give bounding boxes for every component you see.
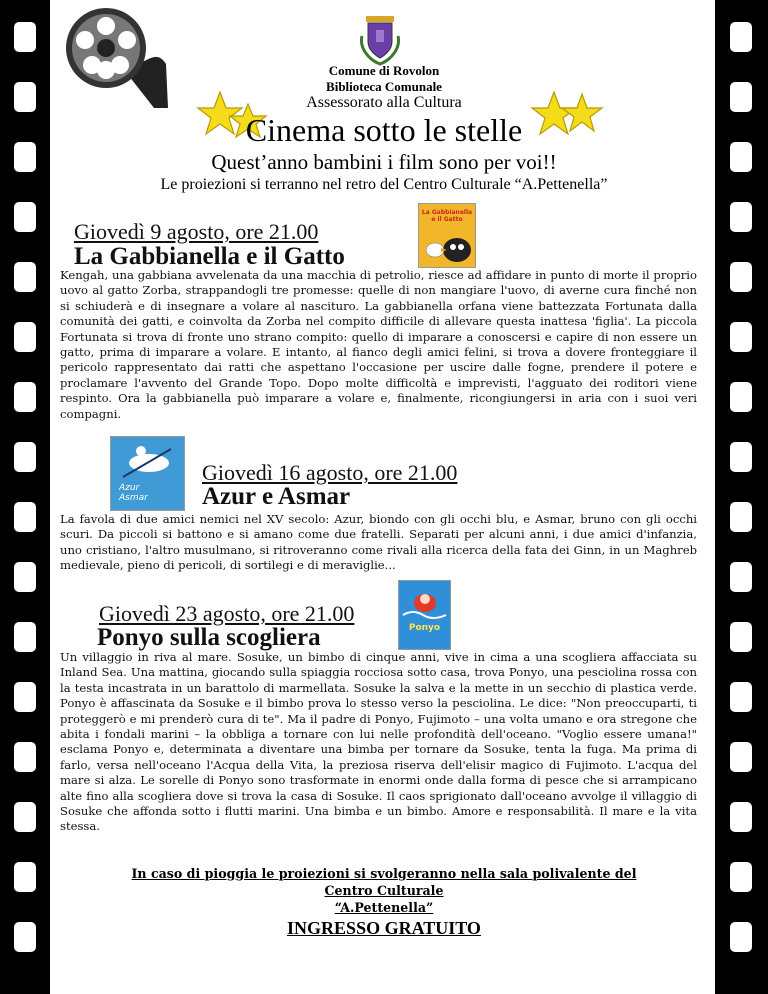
coat-of-arms-icon — [357, 10, 403, 66]
film-2-title: Azur e Asmar — [202, 483, 351, 510]
rain-notice-line-3: “A.Pettenella” — [334, 900, 434, 915]
film-1-poster — [418, 203, 476, 268]
rain-notice-line-2: Centro Culturale — [324, 883, 444, 898]
ponyo-icon — [399, 581, 450, 621]
film-3-description: Un villaggio in riva al mare. Sosuke, un bimbo di cinque anni, vive in cima a una scogliera affacciata su Inland Sea. Una mattina, giocando sulla spiaggia rocciosa sotto casa, trova Ponyo, una pesciolina rossa con la testa incastrata in un barattolo di marmellata. Sosuke la salva e la mette in un secchio di plastica verde. Ponyo è affascinata da Sosuke e il bimbo prova lo stesso verso la pesciolina. Le dice: "Non preoccuparti, ti proteggerò e mi prenderò cura di te". Ma il padre di Ponyo, Fujimoto – una volta umano e ora stregone che abita i fondali marini – la obbliga a tornare con lui nelle profondità dell'oceano. "Voglio essere umana!" esclama Ponyo e, determinata a diventare una bimba per tornare da Sosuke, tenta la fuga. Ma prima di farlo, versa nell'oceano l'Acqua della Vita, la preziosa riserva dell'elisir magico di Fujimoto. L'acqua del mare si alza. Le sorelle di Ponyo sono trasformate in enormi onde dalla forma di pesce che si arrampicano alte fino alla scogliera dove si trova la casa di Sosuke. Il caos sprigionato dall'oceano avvolge il villaggio di Sosuke che affonda sotto i flutti marini. Una bimba e un bimbo. Amore e responsabilità. Il mare e la vita stessa. — [60, 650, 697, 834]
film-3-date: Giovedì 23 agosto, ore 21.00 — [99, 601, 355, 626]
rain-notice-line-1: In caso di pioggia le proiezioni si svolgeranno nella sala polivalente del — [131, 866, 637, 881]
film-3-poster-title: Ponyo — [408, 623, 441, 633]
film-2-poster-title: Azur Asmar — [119, 483, 148, 503]
film-3-title: Ponyo sulla scogliera — [97, 624, 321, 651]
film-1-poster-title: La Gabbianella e il Gatto — [421, 209, 473, 223]
free-entry-label: INGRESSO GRATUITO — [287, 918, 481, 938]
film-2-date: Giovedì 16 agosto, ore 21.00 — [202, 460, 458, 485]
film-2-poster — [110, 436, 185, 511]
location-line: Le proiezioni si terranno nel retro del Centro Culturale “A.Pettenella” — [160, 176, 608, 193]
film-3-poster — [398, 580, 451, 650]
film-1-date: Giovedì 9 agosto, ore 21.00 — [74, 219, 319, 244]
horse-rider-icon — [111, 437, 184, 487]
cat-and-gull-icon — [419, 226, 475, 266]
film-1-title: La Gabbianella e il Gatto — [74, 243, 345, 270]
comune-label: Comune di Rovolon — [328, 63, 440, 78]
film-1-description: Kengah, una gabbiana avvelenata da una macchia di petrolio, riesce ad affidare in punto di morte il proprio uovo al gatto Zorba, strappandogli tre promesse: quelle di non mangiare l'uovo, di averne cura finché non si schiuderà e di insegnare a volare al nascituro. La gabbianella orfana viene battezzata Fortunata dalla comunità dei gatti, e coinvolta da Zorba nel compito difficile di allevare questa inattesa 'figlia'. La piccola Fortunata si trova di fronte uno strano compito: quello di imparare a conoscersi e capire di non essere un gatto, prima di imparare a volare. E intanto, al fianco degli amici felini, si trova a dovere fronteggiare il pericolo rappresentato dai ratti che aspettano l'occasione per uscire dalle fogne, prendere il potere e proclamare l'avvento del Grande Topo. Dopo molte difficoltà e imprevisti, l'agguato dei roditori viene respinto. Ora la gabbianella può imparare a volare e, finalmente, ricongiungersi in aria con i suoi veri compagni. — [60, 268, 697, 421]
biblioteca-label: Biblioteca Comunale — [326, 79, 442, 94]
assessorato-label: Assessorato alla Cultura — [306, 94, 462, 111]
page-title: Cinema sotto le stelle — [245, 112, 523, 148]
film-2-description: La favola di due amici nemici nel XV secolo: Azur, biondo con gli occhi blu, e Asmar, bruno con gli occhi scuri. Da piccoli si battono e si amano come due fratelli. Separati per alcuni anni, i due amici d'infanzia, uno cristiano, l'altro musulmano, si ritroveranno come rivali alla ricerca della fata dei Ginn, in un Maghreb medievale, pieno di pericoli, di sortilegi e di meraviglie... — [60, 512, 697, 573]
subtitle: Quest’anno bambini i film sono per voi!! — [211, 150, 557, 174]
